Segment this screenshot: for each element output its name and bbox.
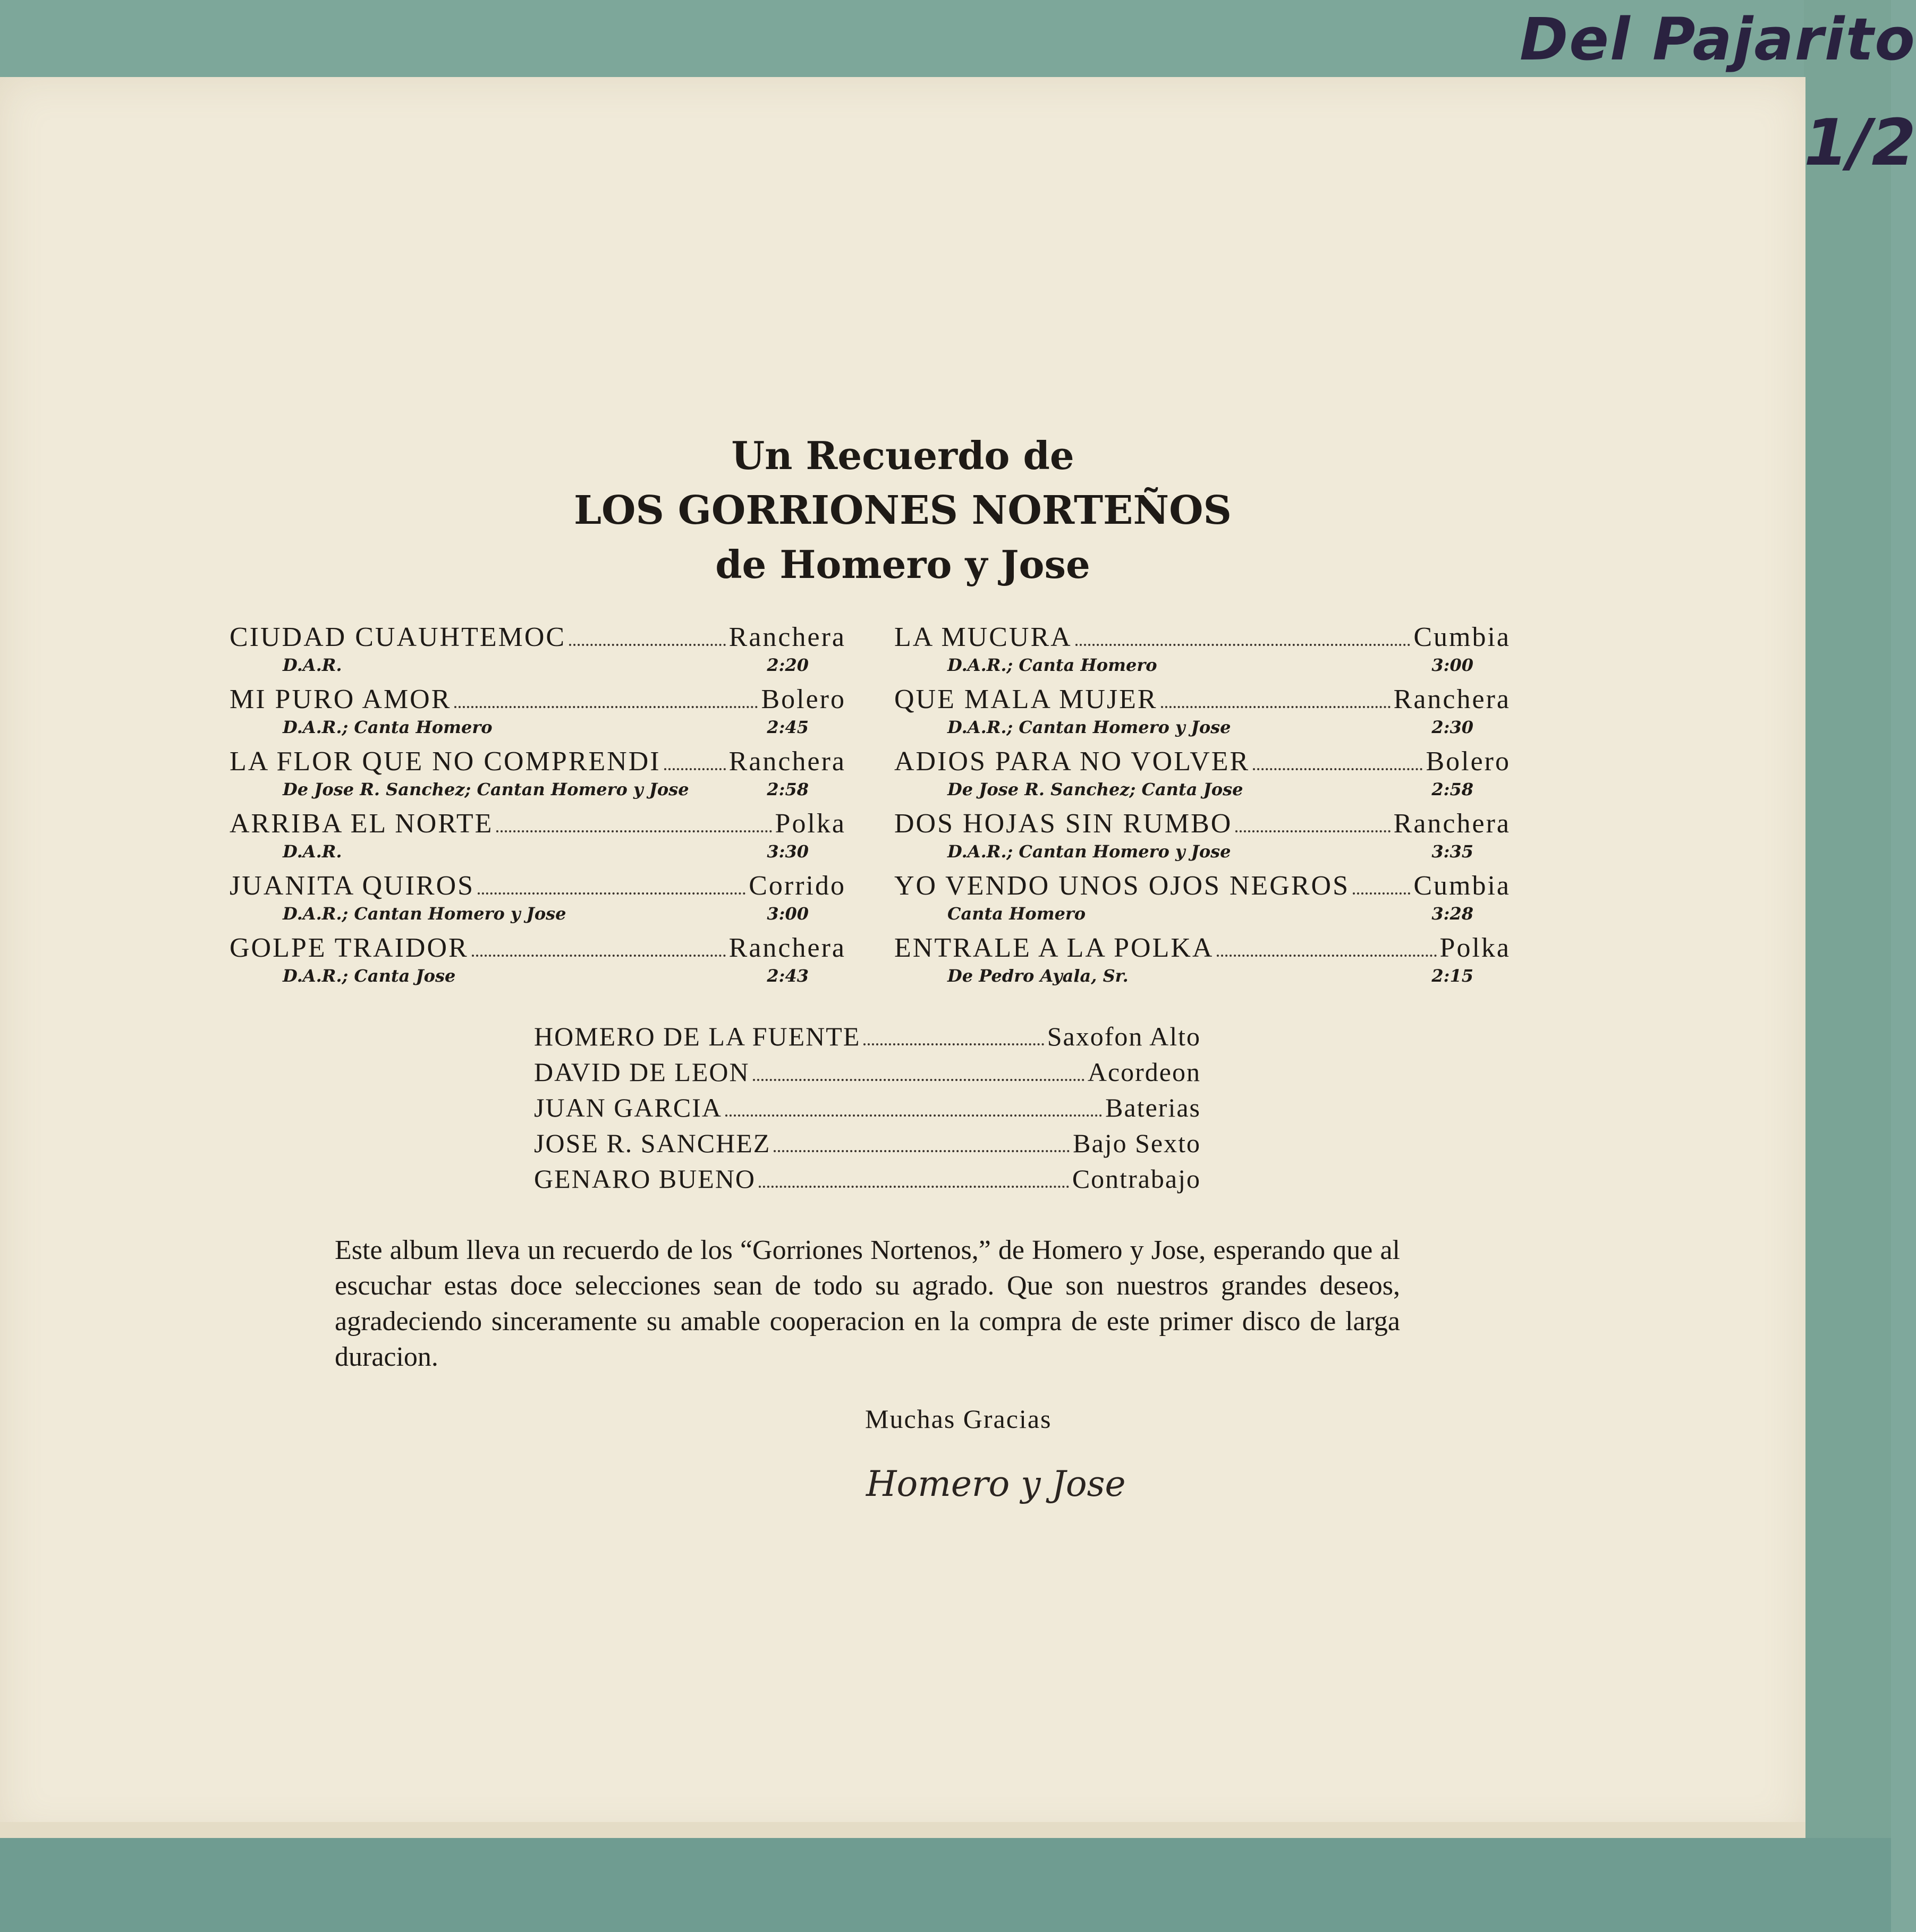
leader-dots [1353,892,1410,895]
track-time: 3:28 [1431,904,1473,924]
member-name: JUAN GARCIA [534,1093,722,1122]
track-item [894,808,1511,870]
leader-dots [1253,768,1422,770]
mount-board-right [1804,0,1891,1932]
leader-dots [753,1079,1084,1081]
handwritten-fraction: 1/2 [1804,106,1916,180]
track-genre: Ranchera [1393,684,1511,714]
track-item [894,932,1511,994]
leader-dots [454,706,758,708]
track-title: ARRIBA EL NORTE [230,808,494,839]
leader-dots [759,1186,1069,1188]
track-credit: D.A.R.; Cantan Homero y Jose [947,841,1231,862]
track-item [230,746,846,808]
track-time: 3:00 [1431,655,1473,675]
member-instrument: Bajo Sexto [1073,1128,1201,1158]
handwritten-note: Del Pajarito [1520,5,1916,73]
leader-dots [569,644,726,646]
track-genre: Ranchera [728,746,846,777]
track-credit: De Pedro Ayala, Sr. [947,966,1129,986]
member-instrument: Baterias [1105,1093,1201,1122]
track-credit: D.A.R. [283,655,342,675]
member-name: DAVID DE LEON [534,1057,750,1087]
leader-dots [664,768,726,770]
leader-dots [1217,955,1436,957]
member-row [534,1092,1201,1128]
track-credit: D.A.R.; Canta Jose [283,966,456,986]
header-line-1: Un Recuerdo de [731,433,1074,478]
member-name: GENARO BUENO [534,1164,756,1194]
track-genre: Polka [1439,933,1511,963]
track-title: LA FLOR QUE NO COMPRENDI [230,746,661,777]
track-credit: D.A.R.; Cantan Homero y Jose [947,717,1231,737]
track-item [894,870,1511,932]
track-time: 3:30 [767,841,809,862]
member-instrument: Contrabajo [1072,1164,1201,1194]
track-time: 2:45 [767,717,809,737]
track-genre: Polka [775,808,846,839]
paper-edge [0,1822,1805,1838]
member-name: HOMERO DE LA FUENTE [534,1022,861,1051]
tracklist-side-b [894,622,1511,994]
track-time: 2:20 [767,655,809,675]
track-genre: Cumbia [1413,871,1511,901]
track-title: GOLPE TRAIDOR [230,933,469,963]
track-title: JUANITA QUIROS [230,871,475,901]
leader-dots [774,1150,1070,1152]
track-time: 2:15 [1431,966,1473,986]
track-title: QUE MALA MUJER [894,684,1158,714]
mount-board-bottom [0,1838,1891,1932]
leader-dots [1075,644,1411,646]
track-genre: Bolero [1426,746,1511,777]
liner-note-message: Este album lleva un recuerdo de los “Gorriones Nortenos,” de Homero y Jose, esperando que al escuchar estas doce selecciones sean de todo su agrado. Que son nuestros grandes deseos, agradeciendo sinceramente su amable cooperacion en la compra de este primer disco de larga duracion. [335,1235,1400,1372]
member-instrument: Acordeon [1087,1057,1201,1087]
track-item [894,622,1511,684]
track-credit: D.A.R.; Cantan Homero y Jose [283,904,566,924]
track-time: 3:35 [1431,841,1473,862]
track-item [230,870,846,932]
track-title: ENTRALE A LA POLKA [894,933,1214,963]
track-item [230,622,846,684]
signature: Homero y Jose [866,1463,1126,1504]
track-time: 2:43 [767,966,809,986]
track-item [230,932,846,994]
closing-thanks: Muchas Gracias [865,1404,1052,1434]
leader-dots [472,955,726,957]
track-item [894,684,1511,746]
track-genre: Ranchera [728,933,846,963]
track-title: DOS HOJAS SIN RUMBO [894,808,1233,839]
track-title: YO VENDO UNOS OJOS NEGROS [894,871,1350,901]
track-title: LA MUCURA [894,622,1072,652]
track-credit: Canta Homero [947,904,1086,924]
track-item [230,684,846,746]
track-genre: Ranchera [728,622,846,652]
track-genre: Corrido [749,871,846,901]
track-time: 2:58 [1431,779,1473,799]
member-row [534,1128,1201,1163]
leader-dots [478,892,745,895]
leader-dots [725,1114,1102,1117]
track-time: 3:00 [767,904,809,924]
leader-dots [863,1043,1044,1045]
track-title: MI PURO AMOR [230,684,452,714]
track-genre: Cumbia [1413,622,1511,652]
track-genre: Bolero [761,684,846,714]
track-genre: Ranchera [1393,808,1511,839]
track-credit: D.A.R. [283,841,342,862]
header-band-name: LOS GORRIONES NORTEÑOS [574,488,1232,533]
leader-dots [1235,830,1390,832]
band-members-list [534,1021,1201,1199]
tracklist-side-a [230,622,846,994]
track-title: ADIOS PARA NO VOLVER [894,746,1250,777]
header-line-3: de Homero y Jose [715,542,1090,587]
track-title: CIUDAD CUAUHTEMOC [230,622,566,652]
member-row [534,1021,1201,1057]
leader-dots [496,830,772,832]
track-item [230,808,846,870]
track-time: 2:58 [767,779,809,799]
track-credit: De Jose R. Sanchez; Canta Jose [947,779,1243,799]
member-row [534,1057,1201,1092]
member-name: JOSE R. SANCHEZ [534,1128,771,1158]
member-instrument: Saxofon Alto [1047,1022,1201,1051]
track-time: 2:30 [1431,717,1473,737]
track-credit: D.A.R.; Canta Homero [947,655,1157,675]
member-row [534,1163,1201,1199]
track-item [894,746,1511,808]
leader-dots [1161,706,1391,708]
track-credit: D.A.R.; Canta Homero [283,717,493,737]
track-credit: De Jose R. Sanchez; Cantan Homero y Jose [283,779,689,799]
